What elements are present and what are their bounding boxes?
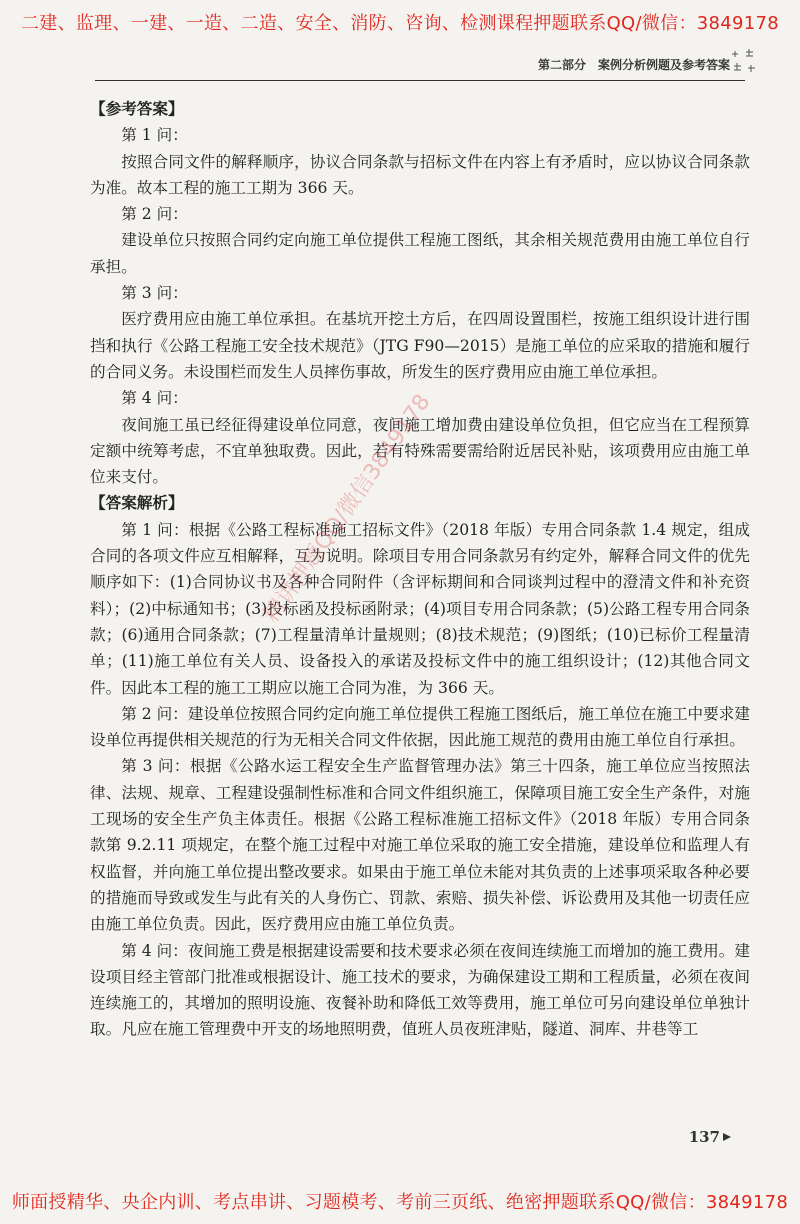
- question-label: 第 2 问：: [121, 205, 188, 224]
- bottom-promo-banner: 师面授精华、央企内训、考点串讲、习题模考、考前三页纸、绝密押题联系QQ/微信：3849178: [11, 1192, 789, 1213]
- answer-paragraph: 医疗费用应由施工单位承担。在基坑开挖土方后，在四周设置围栏，按施工组织设计进行围挡和执行《公路工程施工安全技术规范》（JTG F90—2015）是施工单位的应采取的措施和履行的合同义务。未设围栏而发生人员摔伤事故，所发生的医疗费用应由施工单位承担。: [90, 310, 750, 381]
- page-number: [689, 1128, 732, 1146]
- page-body: [90, 96, 750, 1043]
- answer-analysis-heading: 【答案解析】: [90, 493, 184, 513]
- question-label: 第 4 问：: [121, 389, 188, 408]
- analysis-paragraph: 第 1 问：根据《公路工程标准施工招标文件》（2018 年版）专用合同条款 1.4 规定，组成合同的各项文件应互相解释，互为说明。除项目专用合同条款另有约定外，解释合同文件的优先顺序如下：(1)合同协议书及各种合同附件（含评标期间和合同谈判过程中的澄清文件和补充资料）；(2)中标通知书；(3)投标函及投标函附录；(4)项目专用合同条款；(5)公路工程专用合同条款；(6)通用合同条款；(7)工程量清单计量规则；(8)技术规范；(9)图纸；(10)已标价工程量清单；(11)施工单位有关人员、设备投入的承诺及投标文件中的施工组织设计；(12)其他合同文件。因此本工程的施工工期应以施工合同为准，为 366 天。: [90, 520, 750, 697]
- question-label: 第 1 问：: [121, 126, 188, 145]
- question-label: 第 3 问：: [121, 284, 188, 303]
- header-rule: [95, 80, 745, 81]
- analysis-paragraph: 第 2 问：建设单位按照合同约定向施工单位提供工程施工图纸后，施工单位在施工中要求建设单位再提供相关规范的行为无相关合同文件依据，因此施工规范的费用由施工单位自行承担。: [90, 704, 750, 750]
- analysis-paragraph: 第 4 问：夜间施工费是根据建设需要和技术要求必须在夜间连续施工而增加的施工费用。建设项目经主管部门批准或根据设计、施工技术的要求，为确保建设工期和工程质量，必须在夜间连续施工的，其增加的照明设施、夜餐补助和降低工效等费用，施工单位可另向建设单位单独计取。凡应在施工管理费中开支的场地照明费，值班人员夜班津贴，隧道、洞库、井巷等工: [90, 941, 750, 1039]
- page-arrow-icon: [722, 1132, 732, 1142]
- top-promo-banner: 二建、监理、一建、一造、二造、安全、消防、咨询、检测课程押题联系QQ/微信：3849178: [20, 13, 780, 34]
- diagonal-watermark: 精讲押题QQ/微信3849178: [259, 390, 436, 628]
- answer-paragraph: 按照合同文件的解释顺序，协议合同条款与招标文件在内容上有矛盾时，应以协议合同条款为准。故本工程的施工工期为 366 天。: [90, 152, 750, 197]
- running-head: 第二部分 案例分析例题及参考答案: [537, 58, 730, 72]
- page-number-text: 137: [688, 1128, 720, 1146]
- answer-paragraph: 建设单位只按照合同约定向施工单位提供工程施工图纸，其余相关规范费用由施工单位自行承担。: [90, 231, 750, 276]
- corner-ornament-icon: [728, 48, 760, 78]
- reference-answer-heading: 【参考答案】: [90, 99, 184, 118]
- analysis-paragraph: 第 3 问：根据《公路水运工程安全生产监督管理办法》第三十四条，施工单位应当按照法律、法规、规章、工程建设强制性标准和合同文件组织施工，保障项目施工安全生产条件，对施工现场的安全生产负主体责任。根据《公路工程标准施工招标文件》（2018 年版）专用合同条款第 9.2.11 项规定，在整个施工过程中对施工单位采取的施工安全措施，建设单位和监理人有权监督，并向施工单位提出整改要求。如果由于施工单位未能对其负责的上述事项采取各种必要的措施而导致或发生与此有关的人身伤亡、罚款、索赔、损失补偿、诉讼费用及其他一切责任应由施工单位负责。因此，医疗费用应由施工单位负责。: [90, 757, 750, 934]
- answer-paragraph: 夜间施工虽已经征得建设单位同意，夜间施工增加费由建设单位负担，但它应当在工程预算定额中统筹考虑，不宜单独取费。因此，若有特殊需要需给附近居民补贴，该项费用应由施工单位来支付。: [90, 415, 750, 487]
